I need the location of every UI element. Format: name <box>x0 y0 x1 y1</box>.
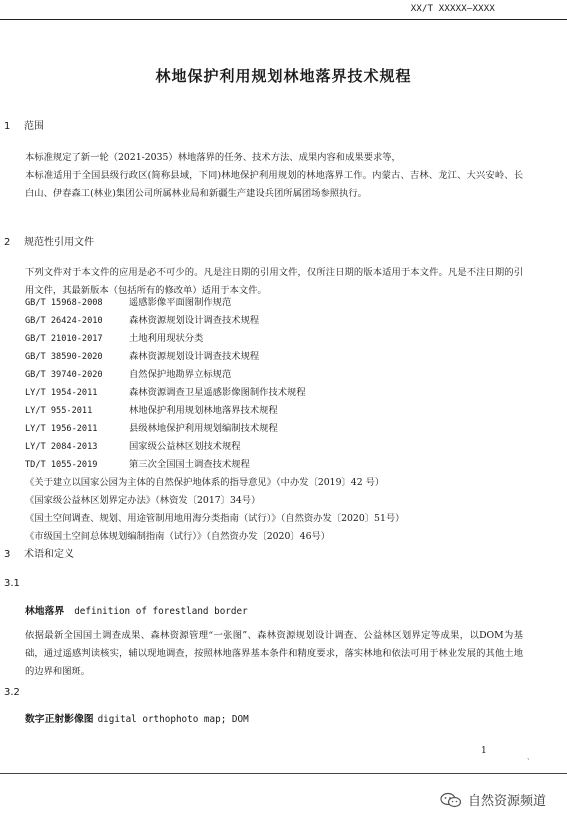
reference-row <box>25 294 525 312</box>
reference-row <box>25 456 525 474</box>
standard-name: 自然保护地勘界立标规范 <box>129 369 232 380</box>
standard-code: GB/T 39740-2020 <box>25 370 103 380</box>
term-name: 数字正射影像图 <box>25 714 94 725</box>
standard-code: XX/T XXXXX—XXXX <box>410 4 495 14</box>
term-3-2-number: 3.2 <box>4 687 20 698</box>
term-english: definition of forestland border <box>74 606 248 617</box>
standard-name: 国家级公益林区划技术规程 <box>129 441 241 452</box>
section-number: 3 <box>4 549 11 560</box>
page-number: 1 <box>481 746 487 756</box>
standard-code: GB/T 26424-2010 <box>25 316 103 326</box>
reference-list <box>25 294 525 546</box>
standard-name: 遥感影像平面图制作规范 <box>129 297 232 308</box>
reference-row <box>25 420 525 438</box>
term-3-1-number: 3.1 <box>4 578 20 589</box>
section-title: 术语和定义 <box>24 549 74 560</box>
footer-rule <box>0 773 567 774</box>
reference-row <box>25 438 525 456</box>
standard-code: LY/T 1954-2011 <box>25 388 98 398</box>
reference-document: 《国家级公益林区划界定办法》（林资发〔2017〕34号） <box>25 495 261 506</box>
section-1-heading <box>4 117 44 132</box>
standard-name: 森林资源规划设计调查技术规程 <box>129 315 260 326</box>
page-mark: 、 <box>527 753 534 761</box>
standard-name: 县级林地保护利用规划编制技术规程 <box>129 423 278 434</box>
standard-code: LY/T 1956-2011 <box>25 424 98 434</box>
standard-name: 森林资源调查卫星遥感影像图制作技术规程 <box>129 387 306 398</box>
standard-code: GB/T 15968-2008 <box>25 298 103 308</box>
standard-code: LY/T 955-2011 <box>25 406 93 416</box>
reference-row <box>25 348 525 366</box>
standard-code: GB/T 38590-2020 <box>25 352 103 362</box>
standard-name: 林地保护利用规划林地落界技术规程 <box>129 405 278 416</box>
standard-name: 第三次全国国土调查技术规程 <box>129 459 250 470</box>
section-2-intro: 下列文件对于本文件的应用是必不可少的。凡是注日期的引用文件，仅所注日期的版本适用于本文件。凡是不注日期的引用文件，其最新版本（包括所有的修改单）适用于本文件。 <box>25 267 523 296</box>
standard-name: 土地利用现状分类 <box>129 333 204 344</box>
section-number: 1 <box>4 121 11 132</box>
watermark <box>440 790 546 809</box>
standard-code: TD/T 1055-2019 <box>25 460 98 470</box>
term-english: digital orthophoto map; DOM <box>97 714 249 725</box>
section-1-para-1: 本标准规定了新一轮（2021-2035）林地落界的任务、技术方法、成果内容和成果要求等， <box>25 152 401 163</box>
section-2-heading <box>4 233 94 248</box>
wechat-icon <box>440 792 462 808</box>
header-rule <box>0 19 567 20</box>
term-name: 林地落界 <box>25 606 65 617</box>
standard-name: 森林资源规划设计调查技术规程 <box>129 351 260 362</box>
watermark-text: 自然资源频道 <box>468 794 547 809</box>
reference-document: 《市级国土空间总体规划编制指南（试行）》（自然资办发〔2020〕46号） <box>25 531 331 542</box>
term-3-2-title <box>25 711 249 725</box>
term-3-1-definition: 依据最新全国国土调查成果、森林资源管理“一张图”、森林资源规划设计调查、公益林区划界定等成果，以DOM为基础，通过遥感判读核实，辅以现地调查，按照林地落界基本条件和精度要求，落实林地和依法可用于林业发展的其他土地的边界和图斑。 <box>25 630 523 677</box>
reference-document: 《国土空间调查、规划、用途管制用地用海分类指南（试行）》（自然资办发〔2020〕51号） <box>25 513 405 524</box>
reference-row <box>25 402 525 420</box>
section-title: 范围 <box>24 121 44 132</box>
reference-row <box>25 330 525 348</box>
section-title: 规范性引用文件 <box>24 237 94 248</box>
section-1-para-2: 本标准适用于全国县级行政区(简称县域，下同)林地保护利用规划的林地落界工作。内蒙古、吉林、龙江、大兴安岭、长白山、伊春森工(林业)集团公司所属林业局和新疆生产建设兵团所属团场参照执行。 <box>25 170 523 199</box>
standard-code: LY/T 2084-2013 <box>25 442 98 452</box>
section-number: 2 <box>4 237 11 248</box>
reference-row <box>25 366 525 384</box>
reference-row <box>25 312 525 330</box>
document-title: 林地保护利用规划林地落界技术规程 <box>155 67 412 85</box>
section-3-heading <box>4 545 74 560</box>
standard-code: GB/T 21010-2017 <box>25 334 103 344</box>
reference-row <box>25 384 525 402</box>
reference-document: 《关于建立以国家公园为主体的自然保护地体系的指导意见》（中办发〔2019〕42 号） <box>25 477 385 488</box>
term-3-1-title <box>25 603 248 617</box>
